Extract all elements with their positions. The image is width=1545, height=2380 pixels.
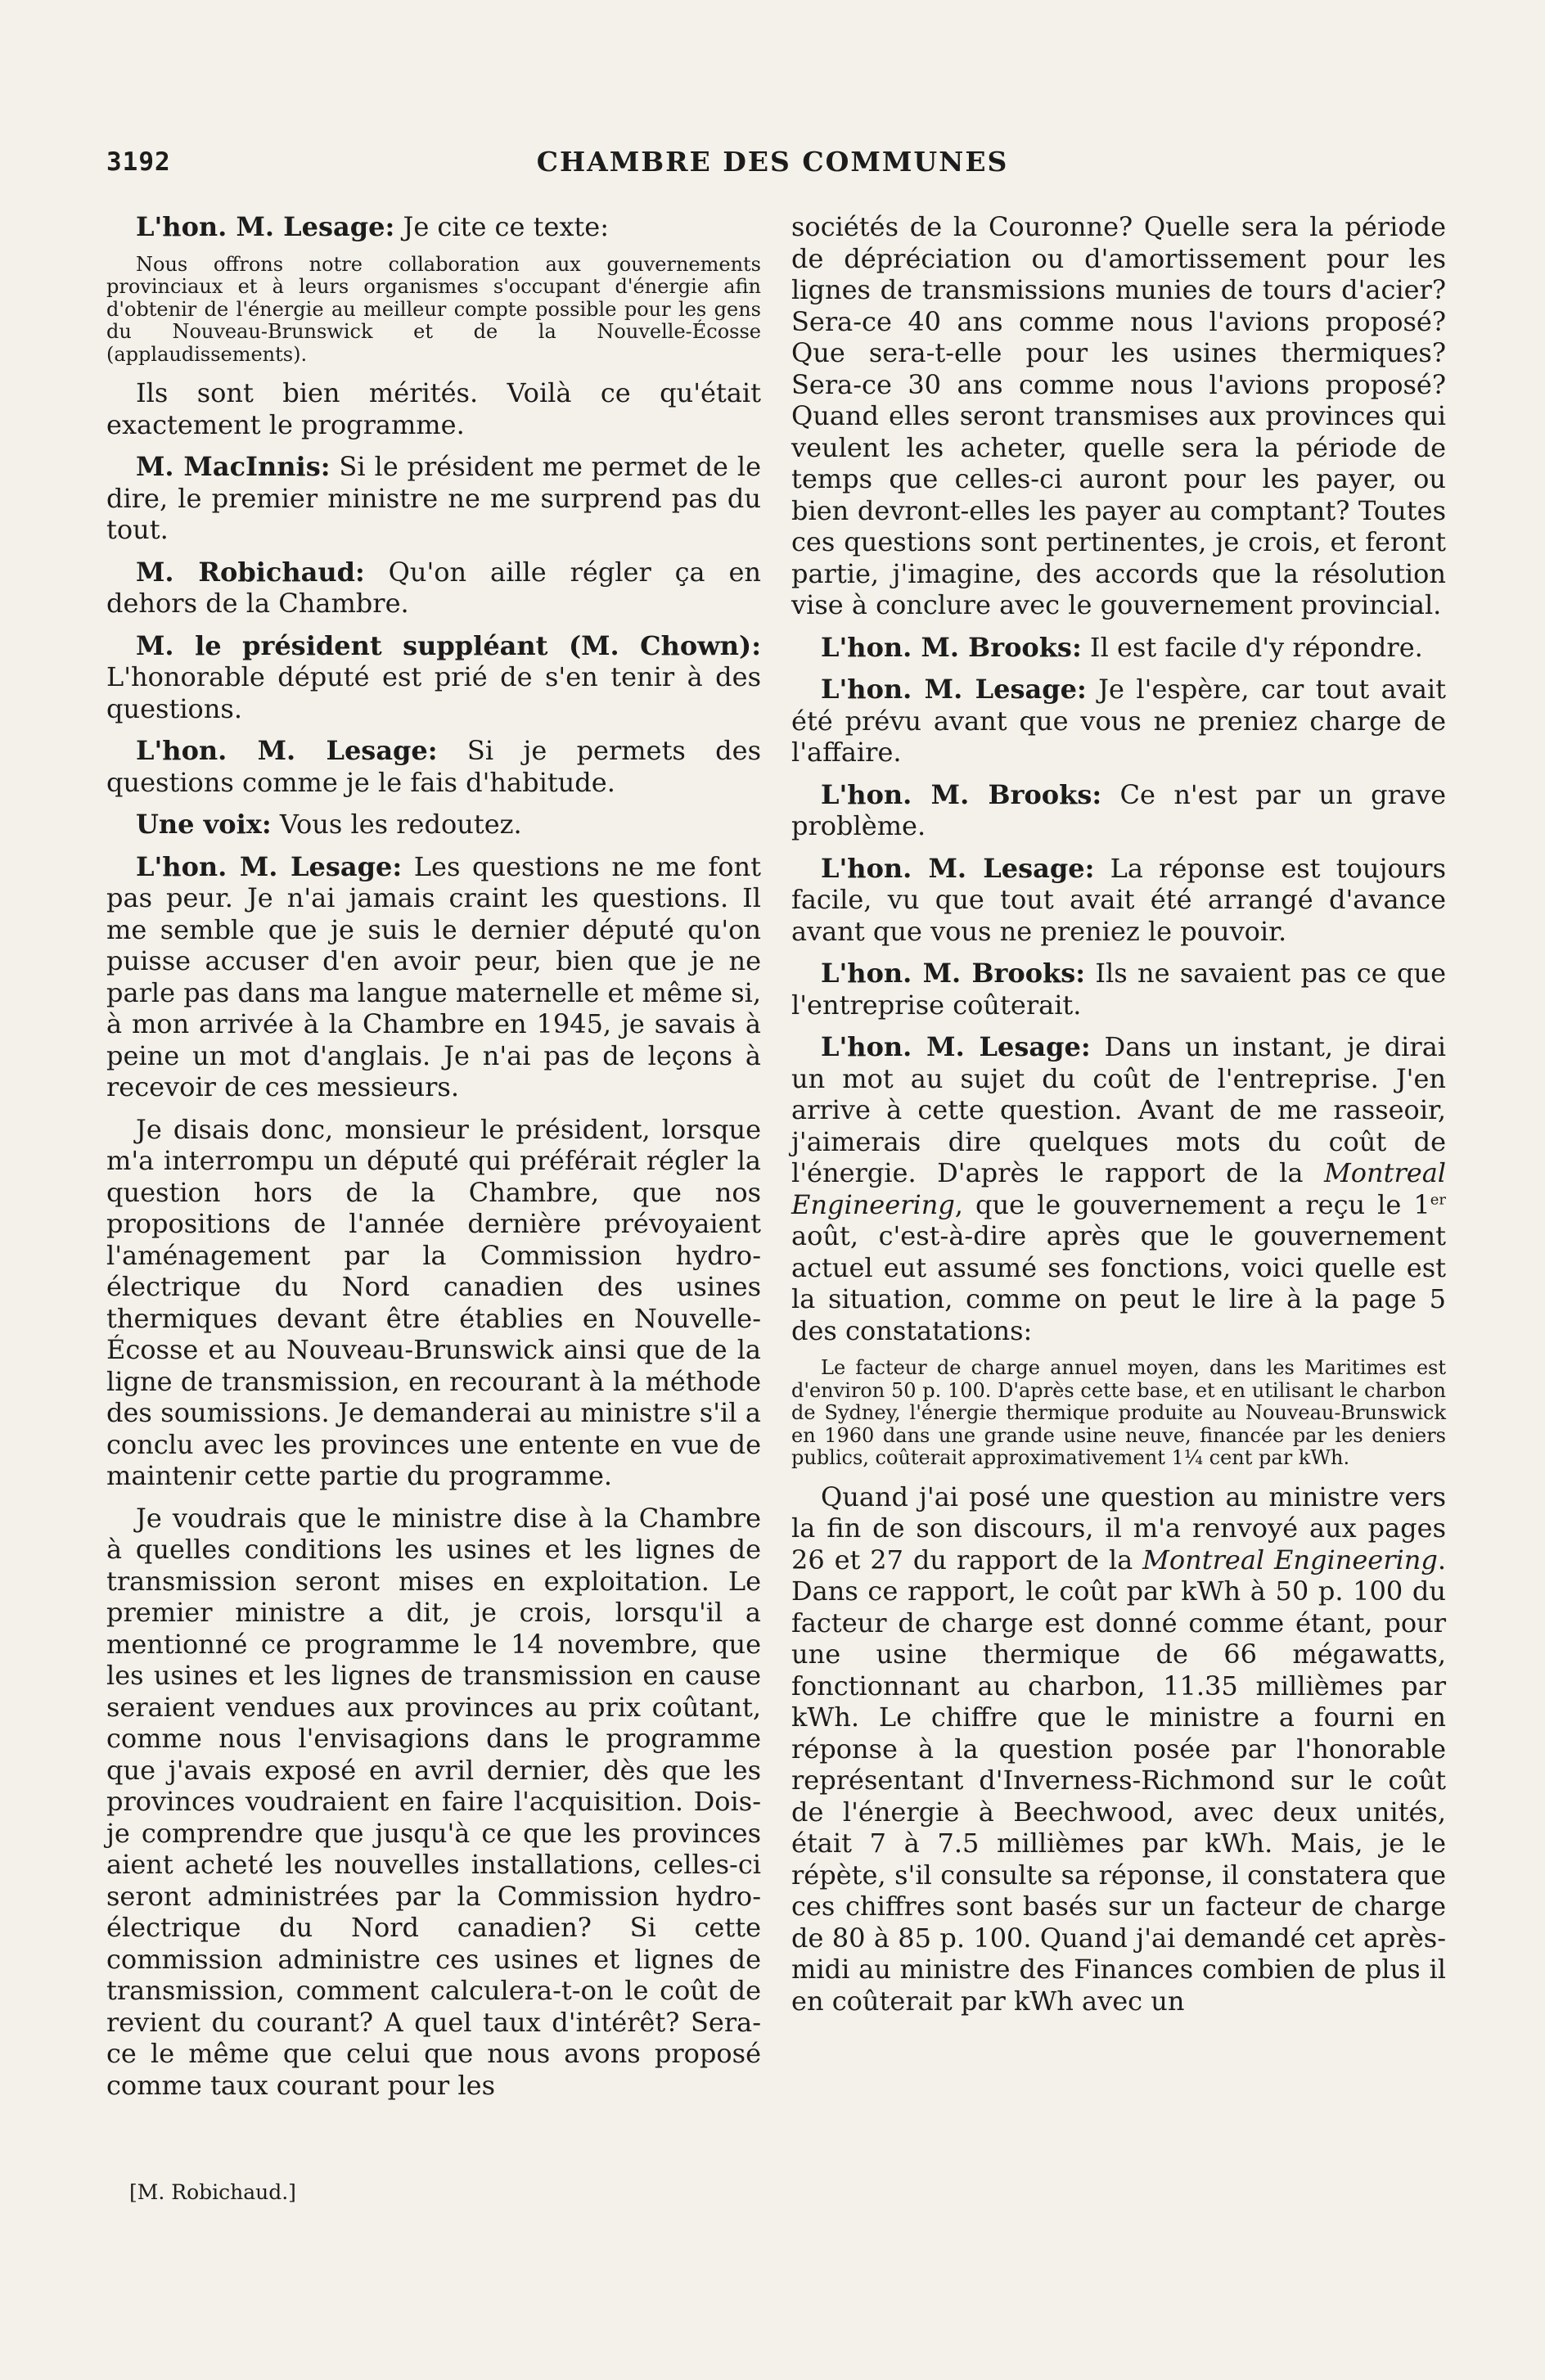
speech-text: Vous les redoutez.	[271, 809, 522, 840]
speaker-name: M. Robichaud:	[136, 556, 365, 588]
speech-text: Dans un instant, je dirai un mot au sujet du coût de l'entreprise. J'en arrive à cette question. Avant de me rasseoir, j'aimerais dire quelques mots du coût de l'énergie. D'après le rapport de la	[791, 1031, 1446, 1188]
paragraph	[106, 735, 761, 798]
paragraph	[791, 674, 1446, 769]
speech-text: Il est facile d'y répondre.	[1081, 631, 1423, 663]
paragraph	[106, 451, 761, 546]
paragraph	[791, 1031, 1446, 1346]
speech-text: Je voudrais que le ministre dise à la Chambre à quelles conditions les usines et les lignes de transmission seront mises en exploitation. Le premier ministre a dit, je crois, lorsqu'il a mentionné ce programme le 14 novembre, que les usines et les lignes de transmission en cause seraient vendues aux provinces au prix coûtant, comme nous l'envisagions dans le programme que j'avais exposé en avril dernier, dès que les provinces voudraient en faire l'acquisition. Dois-je comprendre que jusqu'à ce que les provinces aient acheté les nouvelles installations, celles-ci seront administrées par la Commission hydro-électrique du Nord canadien? Si cette commission administre ces usines et lignes de transmission, comment calculera-t-on le coût de revient du courant? A quel taux d'intérêt? Sera-ce le même que celui que nous avons proposé comme taux courant pour les	[106, 1502, 761, 2101]
speaker-name: L'hon. M. Lesage:	[821, 1031, 1091, 1062]
paragraph	[791, 1481, 1446, 2017]
speech-text: Je cite ce texte:	[394, 211, 609, 242]
speech-text: Les questions ne me font pas peur. Je n'ai jamais craint les questions. Il me semble que je suis le dernier député qu'on puisse accuser d'en avoir peur, bien que je ne parle pas dans ma langue maternelle et même si, à mon arrivée à la Chambre en 1945, je savais à peine un mot d'anglais. Je n'ai pas de leçons à recevoir de ces messieurs.	[106, 850, 762, 1102]
page-number: 3192	[106, 147, 171, 177]
footer-reference: [M. Robichaud.]	[129, 2180, 296, 2204]
right-column	[791, 211, 1446, 2027]
speaker-name: L'hon. M. Lesage:	[136, 735, 438, 766]
speech-text: Quand j'ai posé une question au ministre vers la fin de son discours, il m'a renvoyé aux pages 26 et 27 du rapport de la	[791, 1481, 1446, 1575]
speaker-name: Une voix:	[136, 809, 272, 840]
speech-text: Si je permets des questions comme je le fais d'habitude.	[106, 735, 762, 798]
speech-text: Qu'on aille régler ça en dehors de la Chambre.	[106, 556, 762, 619]
speech-text: Ce n'est par un grave problème.	[791, 778, 1447, 841]
speech-text: sociétés de la Couronne? Quelle sera la période de dépréciation ou d'amortissement pour les lignes de transmissions munies de tours d'acier? Sera-ce 40 ans comme nous l'avions proposé? Que sera-t-elle pour les usines thermiques? Sera-ce 30 ans comme nous l'avions proposé? Quand elles seront transmises aux provinces qui veulent les acheter, quelle sera la période de temps que celles-ci auront pour les payer, ou bien devront-elles les payer au comptant? Toutes ces questions sont pertinentes, je crois, et feront partie, j'imagine, des accords que la résolution vise à conclure avec le gouvernement provincial.	[791, 211, 1446, 620]
speech-text: , que le gouvernement a reçu le 1	[954, 1188, 1430, 1220]
speech-text: Ils ne savaient pas ce que l'entreprise coûterait.	[791, 958, 1447, 1021]
speaker-name: L'hon. M. Lesage:	[136, 850, 403, 882]
speaker-name: L'hon. M. Brooks:	[821, 778, 1102, 810]
speech-text: Je l'espère, car tout avait été prévu avant que vous ne preniez charge de l'affaire.	[791, 674, 1447, 768]
block-quote: Nous offrons notre collaboration aux gouvernements provinciaux et à leurs organismes s'occupant d'énergie afin d'obtenir de l'énergie au meilleur compte possible pour les gens du Nouveau-Brunswick et de la Nouvelle-Écosse (applaudissements).	[106, 252, 761, 366]
speech-text: Si le président me permet de le dire, le premier ministre ne me surprend pas du tout.	[106, 451, 762, 545]
paragraph	[106, 630, 761, 725]
paragraph	[791, 211, 1446, 621]
speech-text: août, c'est-à-dire après que le gouvernement actuel eut assumé ses fonctions, voici quelle est la situation, comme on peut le lire à la page 5 des constatations:	[791, 1220, 1446, 1346]
paragraph	[791, 853, 1446, 948]
block-quote: Le facteur de charge annuel moyen, dans les Maritimes est d'environ 50 p. 100. D'après cette base, et en utilisant le charbon de Sydney, l'énergie thermique produite au Nouveau-Brunswick en 1960 dans une grande usine neuve, financée par les deniers publics, coûterait approximativement 1¼ cent par kWh.	[791, 1356, 1446, 1469]
speaker-name: L'hon. M. Lesage:	[136, 211, 395, 242]
paragraph	[106, 211, 761, 243]
speaker-name: L'hon. M. Lesage:	[821, 674, 1087, 705]
left-column	[106, 211, 761, 2112]
speech-text: L'honorable député est prié de s'en tenir à des questions.	[106, 661, 761, 724]
paragraph	[106, 1114, 761, 1492]
page-title: CHAMBRE DES COMMUNES	[536, 146, 1009, 178]
speaker-name: M. le président suppléant (M. Chown):	[136, 629, 761, 661]
speaker-name: L'hon. M. Brooks:	[821, 631, 1082, 663]
speaker-name: L'hon. M. Lesage:	[821, 852, 1095, 884]
speech-text: . Dans ce rapport, le coût par kWh à 50 p. 100 du facteur de charge est donné comme étant, pour une usine thermique de 66 mégawatts, fonctionnant au charbon, 11.35 millièmes par kWh. Le chiffre que le ministre a fourni en réponse à la question posée par l'honorable représentant d'Inverness-Richmond sur le coût de l'énergie à Beechwood, avec deux unités, était 7 à 7.5 millièmes par kWh. Mais, je le répète, s'il consulte sa réponse, il constatera que ces chiffres sont basés sur un facteur de charge de 80 à 85 p. 100. Quand j'ai demandé cet après-midi au ministre des Finances combien de plus il en coûterait par kWh avec un	[791, 1544, 1447, 2017]
speech-text: La réponse est toujours facile, vu que tout avait été arrangé d'avance avant que vous ne preniez le pouvoir.	[791, 852, 1447, 947]
paragraph	[106, 1503, 761, 2102]
paragraph	[791, 958, 1446, 1021]
speech-text: Ils sont bien mérités. Voilà ce qu'était exactement le programme.	[106, 377, 761, 440]
paragraph	[791, 779, 1446, 842]
superscript: er	[1430, 1190, 1446, 1208]
speech-text: Je disais donc, monsieur le président, lorsque m'a interrompu un député qui préférait régler la question hors de la Chambre, que nos propositions de l'année dernière prévoyaient l'aménagement par la Commission hydro-électrique du Nord canadien des usines thermiques devant être établies en Nouvelle-Écosse et au Nouveau-Brunswick ainsi que de la ligne de transmission, en recourant à la méthode des soumissions. Je demanderai au ministre s'il a conclu avec les provinces une entente en vue de maintenir cette partie du programme.	[106, 1113, 761, 1491]
report-title: Montreal Engineering	[791, 1157, 1446, 1220]
paragraph	[106, 851, 761, 1103]
report-title: Montreal Engineering	[1142, 1544, 1438, 1575]
paragraph	[106, 377, 761, 440]
paragraph	[106, 809, 761, 841]
speaker-name: L'hon. M. Brooks:	[821, 958, 1086, 989]
paragraph	[791, 632, 1446, 664]
paragraph	[106, 557, 761, 620]
speaker-name: M. MacInnis:	[136, 451, 331, 482]
